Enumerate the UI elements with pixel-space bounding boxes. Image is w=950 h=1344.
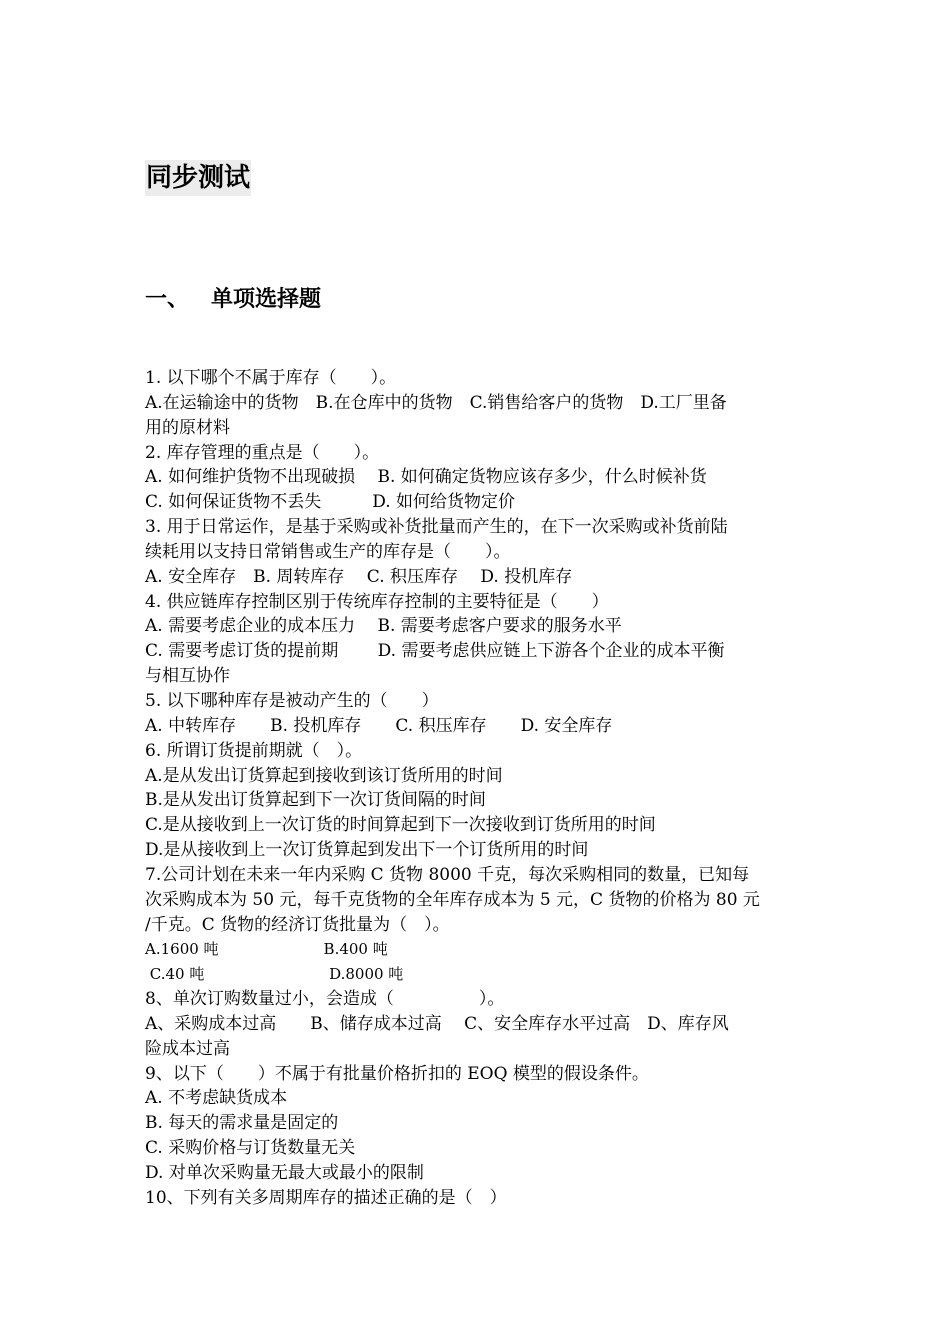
section-title: 单项选择题 xyxy=(211,287,322,312)
page-title: 同步测试 xyxy=(145,160,251,196)
text-line: C. 如何保证货物不丢失 D. 如何给货物定价 xyxy=(145,492,516,513)
text-line: 与相互协作 xyxy=(145,666,230,687)
text-line: A.是从发出订货算起到接收到该订货所用的时间 xyxy=(145,765,503,786)
text-line: A. 如何维护货物不出现破损 B. 如何确定货物应该存多少，什么时候补货 xyxy=(145,467,707,488)
text-line: 10、下列有关多周期库存的描述正确的是（ ） xyxy=(145,1187,507,1208)
text-line: A. 中转库存 B. 投机库存 C. 积压库存 D. 安全库存 xyxy=(145,715,613,736)
text-line: 用的原材料 xyxy=(145,417,230,438)
text-line: 次采购成本为 50 元，每千克货物的全年库存成本为 5 元，C 货物的价格为 80 元 xyxy=(145,889,760,910)
text-line: C.是从接收到上一次订货的时间算起到下一次接收到订货所用的时间 xyxy=(145,815,656,836)
text-line: 8、单次订购数量过小，会造成（ ）。 xyxy=(145,989,505,1010)
text-line: A. 需要考虑企业的成本压力 B. 需要考虑客户要求的服务水平 xyxy=(145,616,622,637)
text-line: B.是从发出订货算起到下一次订货间隔的时间 xyxy=(145,790,486,811)
text-line: A. 安全库存 B. 周转库存 C. 积压库存 D. 投机库存 xyxy=(145,566,573,587)
text-line: 4. 供应链库存控制区别于传统库存控制的主要特征是（ ） xyxy=(145,591,609,612)
text-line: A. 不考虑缺货成本 xyxy=(145,1088,288,1109)
question-list xyxy=(145,366,809,1211)
text-line: B. 每天的需求量是固定的 xyxy=(145,1113,339,1134)
text-line: 7.公司计划在未来一年内采购 C 货物 8000 千克，每次采购相同的数量，已知每 xyxy=(145,864,750,885)
text-line: A、采购成本过高 B、储存成本过高 C、安全库存水平过高 D、库存风 xyxy=(145,1013,729,1034)
text-line: 2. 库存管理的重点是（ ）。 xyxy=(145,442,380,463)
text-line: A.在运输途中的货物 B.在仓库中的货物 C.销售给客户的货物 D.工厂里备 xyxy=(145,392,727,413)
section-heading xyxy=(145,284,321,316)
text-line: /千克。C 货物的经济订货批量为（ ）。 xyxy=(145,914,450,935)
text-line: D.是从接收到上一次订货算起到发出下一个订货所用的时间 xyxy=(145,840,589,861)
text-line: C. 采购价格与订货数量无关 xyxy=(145,1138,356,1159)
text-line: C. 需要考虑订货的提前期 D. 需要考虑供应链上下游各个企业的成本平衡 xyxy=(145,641,725,662)
text-line: A.1600 吨 B.400 吨 xyxy=(145,940,388,959)
text-line: 1. 以下哪个不属于库存（ ）。 xyxy=(145,368,397,388)
text-line: D. 对单次采购量无最大或最小的限制 xyxy=(145,1163,424,1183)
text-line: 3. 用于日常运作，是基于采购或补货批量而产生的，在下一次采购或补货前陆 xyxy=(145,517,728,538)
text-line: C.40 吨 D.8000 吨 xyxy=(145,965,404,984)
section-number: 一、 xyxy=(145,287,190,312)
text-line: 险成本过高 xyxy=(145,1038,230,1059)
text-line: 续耗用以支持日常销售或生产的库存是（ ）。 xyxy=(145,541,511,562)
text-line: 9、以下（ ）不属于有批量价格折扣的 EOQ 模型的假设条件。 xyxy=(145,1063,649,1084)
text-line: 5. 以下哪种库存是被动产生的（ ） xyxy=(145,690,439,711)
text-line: 6. 所谓订货提前期就（ ）。 xyxy=(145,740,363,761)
